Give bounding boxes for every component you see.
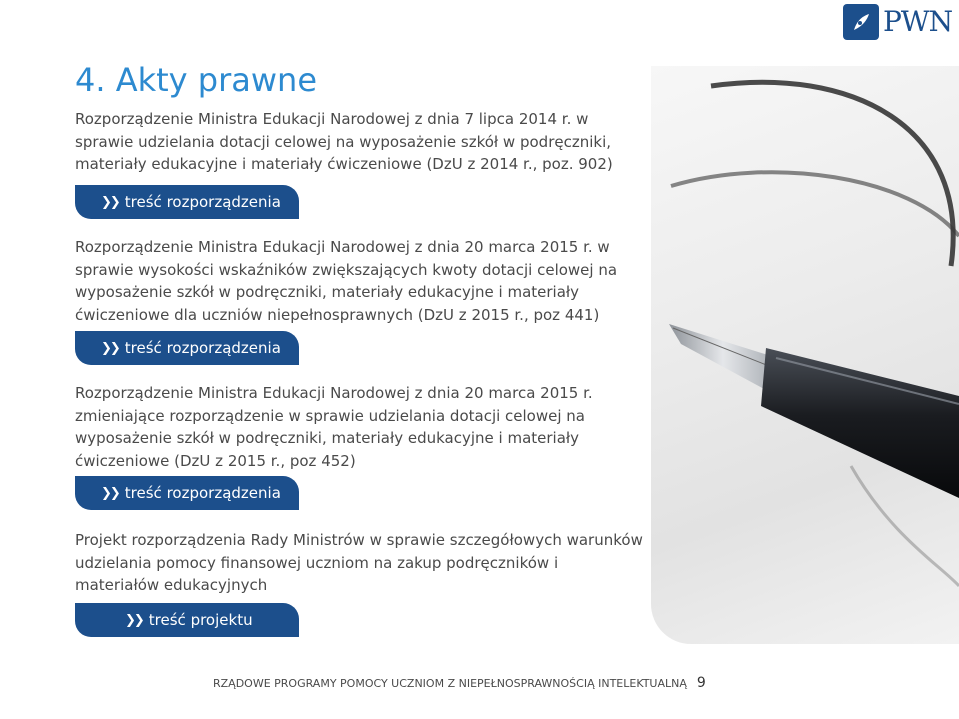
logo-text: PWN	[883, 5, 953, 38]
project-text: Projekt rozporządzenia Rady Ministrów w sprawie szczegółowych warunków udzielania pomocy finansowej uczniom na zakup podręczników i materiałów edukacyjnych	[75, 531, 643, 594]
footer-text: RZĄDOWE PROGRAMY POMOCY UCZNIOM Z NIEPEŁNOSPRAWNOŚCIĄ INTELEKTUALNĄ	[213, 676, 687, 690]
regulation-text-3: Rozporządzenie Ministra Edukacji Narodowej z dnia 20 marca 2015 r. zmieniające rozporządzenie w sprawie udzielania dotacji celowej na wyposażenie szkół w podręczniki, materiały edukacyjne i materiały ćwiczeniowe (DzU z 2015 r., poz 452)	[75, 384, 593, 470]
regulation-link-button-3[interactable]	[75, 476, 299, 510]
button-label: treść rozporządzenia	[124, 339, 281, 357]
page-footer	[213, 675, 706, 691]
double-chevron-right-icon: ❯❯	[125, 612, 143, 628]
page-title: 4. Akty prawne	[75, 61, 317, 99]
regulation-text-2: Rozporządzenie Ministra Edukacji Narodowej z dnia 20 marca 2015 r. w sprawie wysokości wskaźników zwiększających kwoty dotacji celowej na wyposażenie szkół w podręczniki, materiały edukacyjne i materiały ćwiczeniowe dla uczniów niepełnosprawnych (DzU z 2015 r., poz 441)	[75, 238, 618, 324]
fountain-pen-photo	[651, 66, 959, 644]
page-number: 9	[696, 675, 706, 691]
pwn-logo	[843, 4, 952, 40]
pwn-logo-icon	[843, 4, 879, 40]
double-chevron-right-icon: ❯❯	[101, 340, 119, 356]
double-chevron-right-icon: ❯❯	[101, 194, 119, 210]
regulation-link-button-2[interactable]	[75, 331, 299, 365]
project-link-button[interactable]	[75, 603, 299, 637]
pen-nib-logo-icon	[849, 10, 873, 34]
button-label: treść rozporządzenia	[124, 193, 281, 211]
regulation-text-1: Rozporządzenie Ministra Edukacji Narodowej z dnia 7 lipca 2014 r. w sprawie udzielania dotacji celowej na wyposażenie szkół w podręczniki, materiały edukacyjne i materiały ćwiczeniowe (DzU z 2014 r., poz. 902)	[75, 110, 613, 173]
button-label: treść projektu	[148, 611, 253, 629]
fountain-pen-illustration	[651, 66, 959, 644]
double-chevron-right-icon: ❯❯	[101, 485, 119, 501]
regulation-link-button-1[interactable]	[75, 185, 299, 219]
button-label: treść rozporządzenia	[124, 484, 281, 502]
